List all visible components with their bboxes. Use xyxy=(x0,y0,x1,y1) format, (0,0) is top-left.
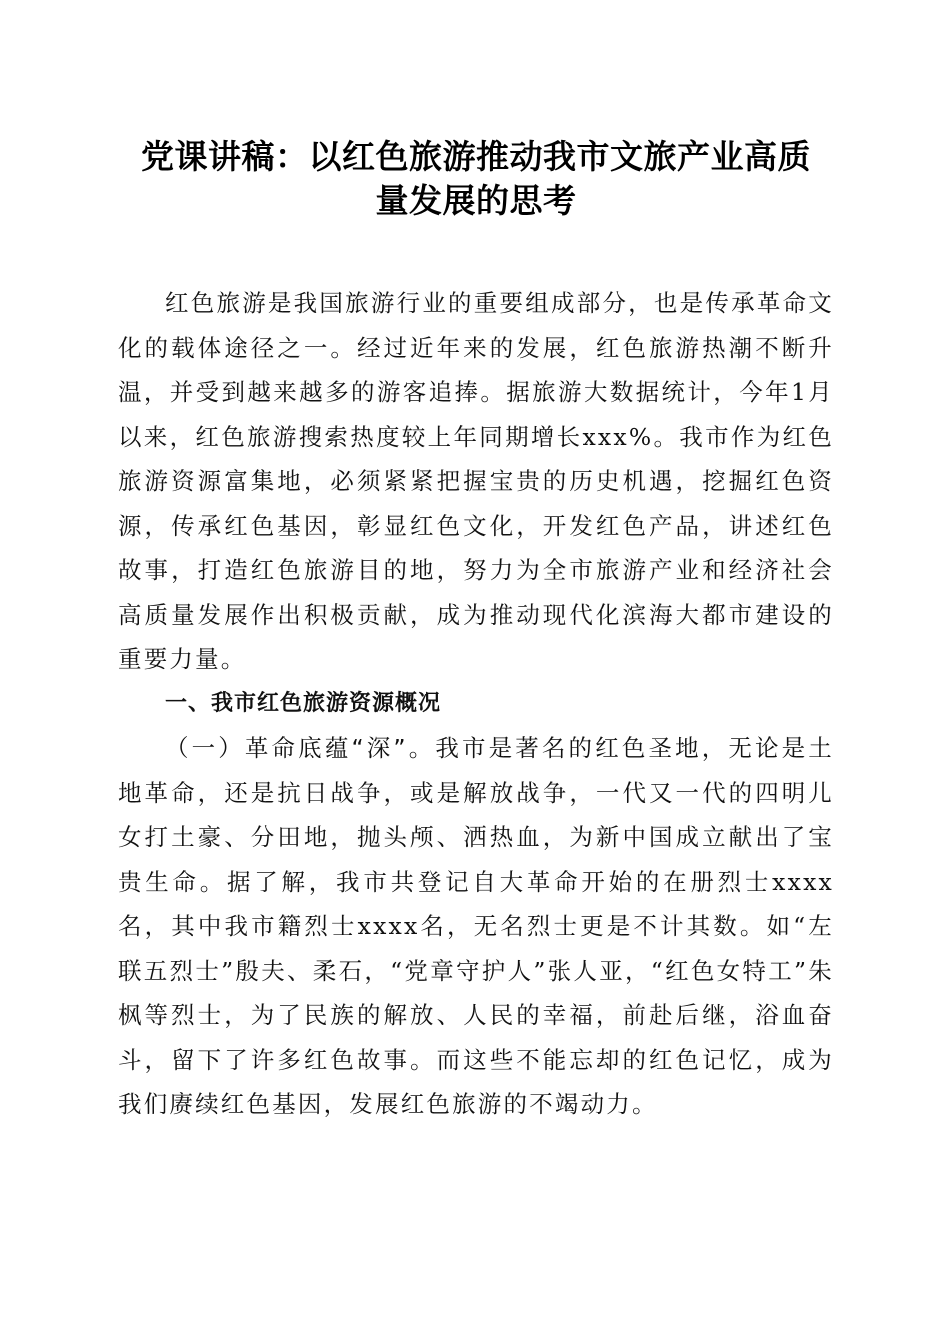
section-heading-1: 一、我市红色旅游资源概况 xyxy=(165,690,442,716)
intro-paragraph: 红色旅游是我国旅游行业的重要组成部分，也是传承革命文化的载体途径之一。经过近年来的发展，红色旅游热潮不断升温，并受到越来越多的游客追捧。据旅游大数据统计，今年1月以来，红色旅游搜索热度较上年同期增长xxx%。我市作为红色旅游资源富集地，必须紧紧把握宝贵的历史机遇，挖掘红色资源，传承红色基因，彰显红色文化，开发红色产品，讲述红色故事，打造红色旅游目的地，努力为全市旅游产业和经济社会高质量发展作出积极贡献，成为推动现代化滨海大都市建设的重要力量。 xyxy=(118,289,834,673)
title-line-1: 党课讲稿：以红色旅游推动我市文旅产业高质 xyxy=(141,137,811,176)
subsection-paragraph-1 xyxy=(118,726,834,1127)
document-page xyxy=(118,135,834,1127)
title-line-2: 量发展的思考 xyxy=(375,181,577,220)
subsection-lead: （一）革命底蕴“深”。 xyxy=(165,734,436,762)
document-title xyxy=(118,135,834,223)
subsection-body: 我市是著名的红色圣地，无论是土地革命，还是抗日战争，或是解放战争，一代又一代的四明儿女打土豪、分田地，抛头颅、洒热血，为新中国成立献出了宝贵生命。据了解，我市共登记自大革命开始的在册烈士xxxx名，其中我市籍烈士xxxx名，无名烈士更是不计其数。如“左联五烈士”殷夫、柔石，“党章守护人”张人亚，“红色女特工”朱枫等烈士，为了民族的解放、人民的幸福，前赴后继，浴血奋斗，留下了许多红色故事。而这些不能忘却的红色记忆，成为我们赓续红色基因，发展红色旅游的不竭动力。 xyxy=(118,734,834,1118)
